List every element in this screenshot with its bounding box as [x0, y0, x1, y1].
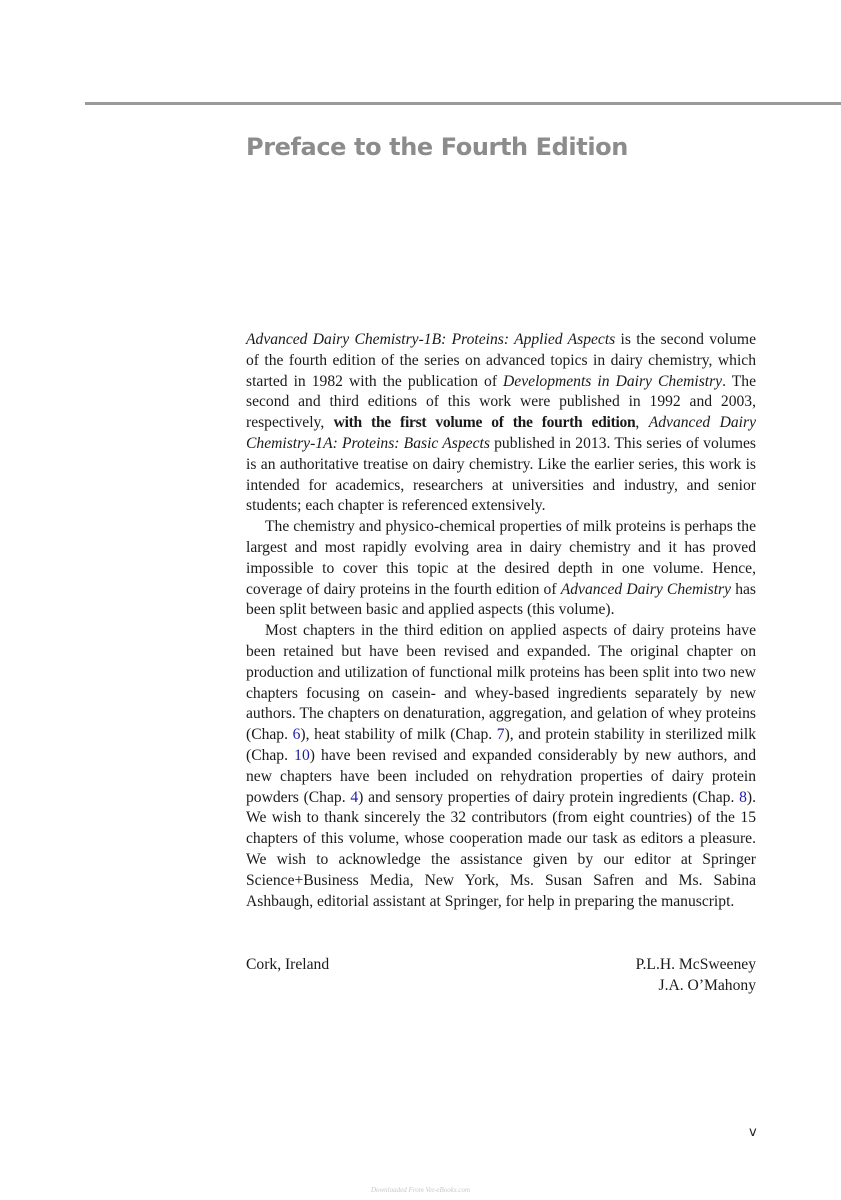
italic-title: Advanced Dairy Chemistry [560, 580, 732, 598]
page-title: Preface to the Fourth Edition [246, 133, 628, 162]
italic-title: Developments in Dairy Chemistry [503, 372, 723, 390]
text-run: ), heat stability of milk (Chap. [300, 726, 497, 744]
text-run: ) have been revised and expanded considerably by new authors, and new chapters have been included on rehydration properties of dairy protein powders (Chap. [246, 746, 756, 806]
page-number: v [749, 1125, 757, 1140]
chapter-link[interactable]: 4 [350, 788, 359, 806]
text-run: ). We wish to thank sincerely the 32 contributors (from eight countries) of the 15 chapters of this volume, whose cooperation made our task as editors a pleasure. We wish to acknowledge the assistance given by our editor at Springer Science+Business Media, New York, Ms. Susan Safren and Ms. Sabina Ashbaugh, editorial assistant at Springer, for help in preparing the manuscript. [246, 788, 756, 910]
editor-name: J.A. O’Mahony [658, 976, 756, 994]
chapter-link[interactable]: 7 [496, 726, 505, 744]
paragraph-2 [246, 517, 756, 621]
text-run: Most chapters in the third edition on applied aspects of dairy proteins have been retained but have been revised and expanded. The original chapter on production and utilization of functional milk proteins has been split into two new chapters focusing on casein- and whey-based ingredients separately by new authors. The chapters on denaturation, aggregation, and gelation of whey proteins (Chap. [246, 622, 756, 744]
text-run: , [635, 414, 649, 432]
header-rule [85, 102, 841, 105]
text-run: ) and sensory properties of dairy protein ingredients (Chap. [358, 788, 740, 806]
editor-name: P.L.H. McSweeney [635, 956, 756, 973]
signature-place: Cork, Ireland [246, 956, 330, 973]
text-run: has been split between basic and applied aspects (this volume). [246, 580, 756, 619]
italic-title: Advanced Dairy Chemistry-1B: Proteins: Applied Aspects [246, 331, 616, 348]
chapter-link[interactable]: 6 [292, 726, 301, 744]
text-run: is the second volume of the fourth edition of the series on advanced topics in dairy chemistry, which started in 1982 with the publication of [246, 331, 756, 390]
chapter-link[interactable]: 10 [294, 746, 310, 764]
footer-watermark: Downloaded From Vet-eBooks.com [370, 1186, 471, 1194]
paragraph-1 [246, 330, 756, 517]
chapter-link[interactable]: 8 [739, 788, 747, 806]
paragraph-3 [246, 621, 756, 912]
text-run: ), and protein stability in sterilized milk (Chap. [246, 726, 756, 764]
bold-text: with the first volume of the fourth edition [333, 414, 636, 432]
signature-editors [636, 955, 756, 997]
text-run: The chemistry and physico-chemical properties of milk proteins is perhaps the largest and most rapidly evolving area in dairy chemistry and it has proved impossible to cover this topic at the desired depth in one volume. Hence, coverage of dairy proteins in the fourth edition of [246, 518, 756, 598]
text-run: . The second and third editions of this work were published in 1992 and 2003, respectively, [246, 372, 757, 432]
italic-title: Advanced Dairy Chemistry-1A: Proteins: Basic Aspects [246, 414, 756, 452]
text-run: published in 2013. This series of volumes is an authoritative treatise on dairy chemistry. Like the earlier series, this work is intended for academics, researchers at universities and industry, and senior students; each chapter is referenced extensively. [246, 434, 757, 515]
preface-body [246, 330, 756, 912]
